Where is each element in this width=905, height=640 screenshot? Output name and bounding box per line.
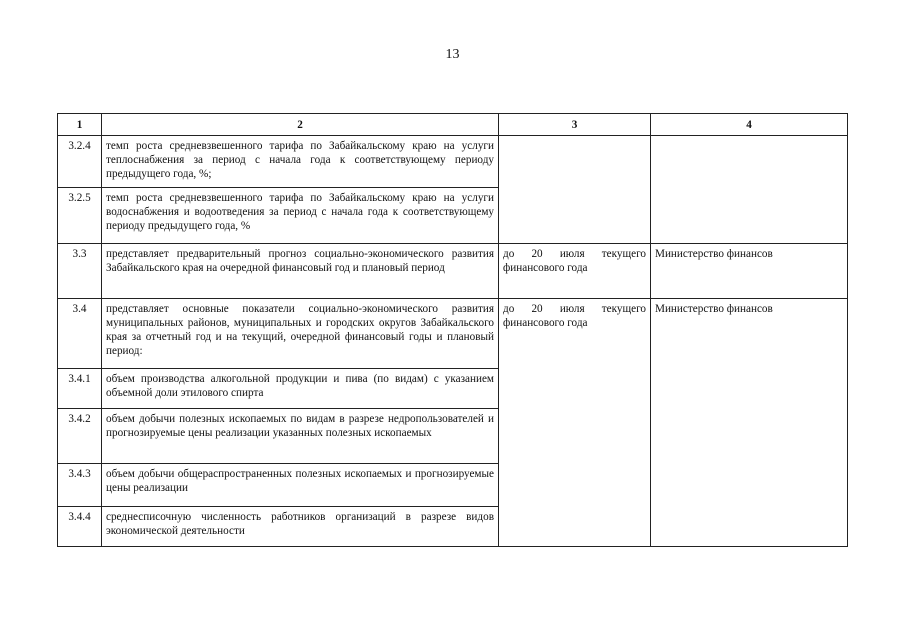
row-description: объем производства алкогольной продукции и пива (по видам) с указанием объемной доли этилового спирта bbox=[102, 369, 499, 409]
responsible-cell bbox=[651, 136, 848, 244]
table-row bbox=[58, 299, 848, 369]
row-number: 3.2.5 bbox=[58, 188, 102, 244]
row-number: 3.4.1 bbox=[58, 369, 102, 409]
column-header: 2 bbox=[102, 114, 499, 136]
row-description: среднесписочную численность работников организаций в разрезе видов экономической деятельности bbox=[102, 507, 499, 547]
deadline-cell: до 20 июля текущего финансового года bbox=[499, 299, 651, 547]
row-description: представляет основные показатели социально-экономического развития муниципальных районов, муниципальных и городских округов Забайкальского края за отчетный год и на текущий, очередной финансовый годы и плановый период: bbox=[102, 299, 499, 369]
row-number: 3.4.2 bbox=[58, 409, 102, 464]
table-header-row bbox=[58, 114, 848, 136]
row-description: темп роста средневзвешенного тарифа по Забайкальскому краю на услуги теплоснабжения за период с начала года к соответствующему периоду предыдущего года, %; bbox=[102, 136, 499, 188]
row-number: 3.4.3 bbox=[58, 464, 102, 507]
document-table bbox=[57, 113, 848, 547]
responsible-cell: Министерство финансов bbox=[651, 299, 848, 547]
responsible-cell: Министерство финансов bbox=[651, 244, 848, 299]
row-number: 3.2.4 bbox=[58, 136, 102, 188]
column-header: 3 bbox=[499, 114, 651, 136]
row-description: представляет предварительный прогноз социально-экономического развития Забайкальского края на очередной финансовый год и плановый период bbox=[102, 244, 499, 299]
deadline-cell bbox=[499, 136, 651, 244]
deadline-cell: до 20 июля текущего финансового года bbox=[499, 244, 651, 299]
row-description: темп роста средневзвешенного тарифа по Забайкальскому краю на услуги водоснабжения и водоотведения за период с начала года к соответствующему периоду предыдущего года, % bbox=[102, 188, 499, 244]
table-row bbox=[58, 244, 848, 299]
table-row bbox=[58, 136, 848, 188]
row-number: 3.4.4 bbox=[58, 507, 102, 547]
row-description: объем добычи общераспространенных полезных ископаемых и прогнозируемые цены реализации bbox=[102, 464, 499, 507]
row-description: объем добычи полезных ископаемых по видам в разрезе недропользователей и прогнозируемые цены реализации указанных полезных ископаемых bbox=[102, 409, 499, 464]
column-header: 1 bbox=[58, 114, 102, 136]
column-header: 4 bbox=[651, 114, 848, 136]
row-number: 3.4 bbox=[58, 299, 102, 369]
page-number: 13 bbox=[445, 47, 460, 62]
row-number: 3.3 bbox=[58, 244, 102, 299]
